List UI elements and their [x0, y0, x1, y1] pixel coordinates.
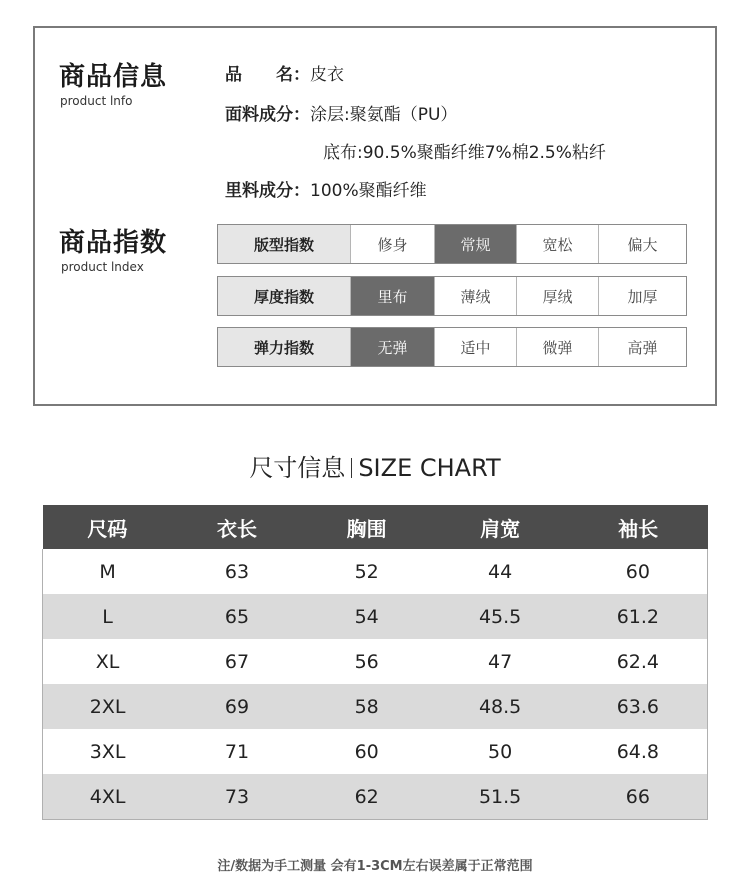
column-header: 肩宽	[432, 505, 569, 549]
measurement-cell: 62	[302, 774, 432, 820]
index-option: 薄绒	[434, 277, 516, 315]
index-option: 微弹	[516, 328, 598, 366]
measurement-cell: 47	[488, 650, 513, 673]
product-info-title: 商品信息	[59, 62, 168, 92]
elasticity-index-row	[217, 327, 687, 367]
measurement-note: 注/数据为手工测量 会有1-3CM左右误差属于正常范围	[217, 859, 533, 874]
fabric-label: 面料成分：	[225, 105, 310, 125]
index-option: 宽松	[516, 225, 598, 263]
measurement-cell: 69	[172, 684, 302, 729]
index-option: 加厚	[598, 277, 686, 315]
index-option: 适中	[434, 328, 516, 366]
product-name-line	[225, 60, 344, 85]
index-option-selected: 里布	[350, 277, 434, 315]
fabric-value: 涂层:聚氨酯（PU）	[310, 105, 458, 125]
column-header: 衣长	[172, 505, 302, 549]
lining-label: 里料成分：	[225, 181, 310, 201]
size-cell: XL	[43, 639, 173, 684]
index-option: 高弹	[598, 328, 686, 366]
measurement-cell: 61.2	[569, 594, 708, 639]
measurement-cell: 60	[354, 740, 379, 763]
product-name-value: 皮衣	[310, 65, 344, 85]
table-row	[43, 639, 708, 684]
thickness-index-row	[217, 276, 687, 316]
measurement-cell: 58	[302, 684, 432, 729]
index-option: 修身	[350, 225, 434, 263]
size-chart-title-en: SIZE CHART	[358, 454, 501, 482]
index-label: 版型指数	[218, 225, 350, 263]
size-cell: 3XL	[43, 729, 173, 774]
fabric-line	[225, 100, 457, 125]
product-index-subtitle: product lndex	[61, 260, 144, 274]
measurement-cell: 54	[302, 594, 432, 639]
column-header: 袖长	[569, 505, 708, 549]
size-table	[42, 505, 708, 820]
size-chart-title	[0, 448, 750, 483]
column-header: 胸围	[302, 505, 432, 549]
index-option-selected: 常规	[434, 225, 516, 263]
index-option-selected: 无弹	[350, 328, 434, 366]
table-row	[43, 549, 708, 594]
measurement-cell: 64.8	[569, 729, 708, 774]
index-option: 厚绒	[516, 277, 598, 315]
measurement-cell: 52	[354, 560, 379, 583]
measurement-cell: 63.6	[569, 684, 708, 729]
index-label: 弹力指数	[218, 328, 350, 366]
index-label: 厚度指数	[218, 277, 350, 315]
table-row	[43, 729, 708, 774]
size-table-header	[43, 505, 708, 549]
lining-line	[225, 176, 427, 201]
measurement-cell: 60	[569, 549, 708, 594]
measurement-cell: 73	[172, 774, 302, 820]
measurement-cell: 56	[354, 650, 379, 673]
size-table-body	[43, 549, 708, 820]
measurement-cell: 71	[224, 740, 250, 763]
measurement-cell: 44	[488, 560, 513, 583]
table-row	[43, 594, 708, 639]
measurement-cell: 45.5	[432, 594, 569, 639]
product-info-subtitle: product lnfo	[60, 94, 133, 108]
size-chart-title-cn: 尺寸信息	[249, 454, 346, 482]
measurement-cell: 51.5	[432, 774, 569, 820]
size-cell: 2XL	[43, 684, 173, 729]
product-name-label: 品 名：	[225, 65, 310, 85]
measurement-cell: 65	[172, 594, 302, 639]
measurement-cell: 50	[488, 740, 513, 763]
fit-index-row	[217, 224, 687, 264]
measurement-cell: 66	[569, 774, 708, 820]
size-cell: M	[43, 549, 173, 594]
size-cell: L	[43, 594, 173, 639]
table-row	[43, 684, 708, 729]
product-index-title: 商品指数	[59, 228, 168, 258]
product-info-box	[33, 26, 717, 406]
size-cell: 4XL	[43, 774, 173, 820]
index-option: 偏大	[598, 225, 686, 263]
measurement-cell: 48.5	[432, 684, 569, 729]
table-row	[43, 774, 708, 820]
measurement-cell: 62.4	[569, 639, 708, 684]
fabric-base-line: 底布:90.5%聚酯纤维7%棉2.5%粘纤	[323, 143, 606, 163]
measurement-cell: 63	[224, 560, 250, 583]
column-header: 尺码	[43, 505, 173, 549]
title-divider	[351, 458, 352, 478]
lining-value: 100%聚酯纤维	[310, 181, 427, 201]
measurement-cell: 67	[224, 650, 250, 673]
